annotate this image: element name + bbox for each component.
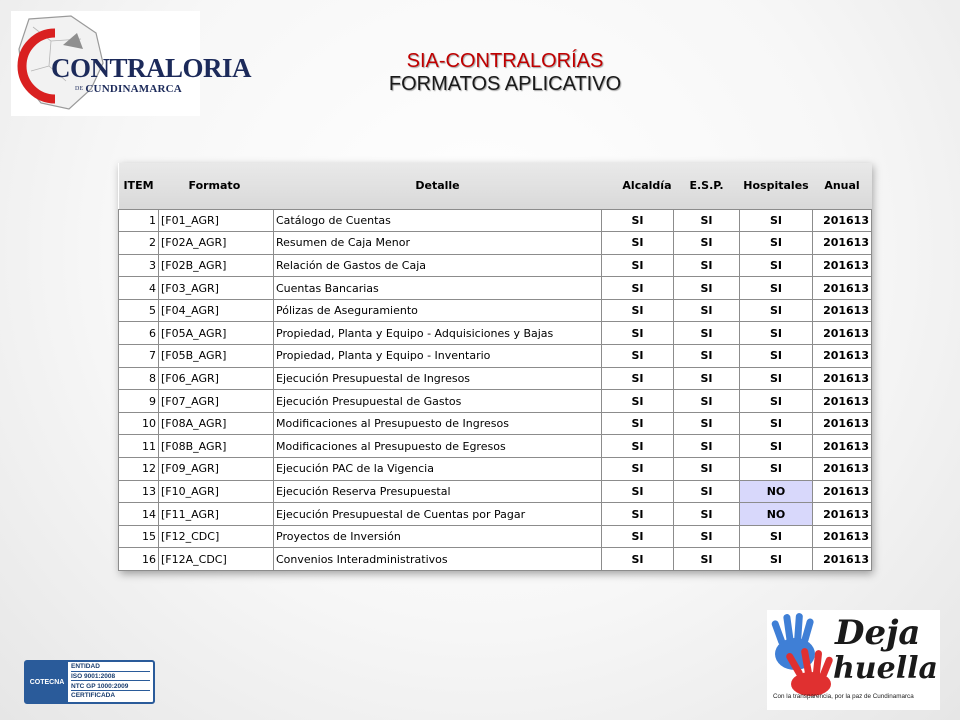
cell-alcaldia: SI (602, 277, 674, 300)
table-row (119, 277, 872, 300)
deja-huella-logo (767, 610, 940, 710)
cell-formato: [F08A_AGR] (159, 412, 274, 435)
cell-alcaldia: SI (602, 503, 674, 526)
table-row (119, 525, 872, 548)
cell-item: 5 (119, 299, 159, 322)
cell-anual: 201613 (813, 299, 872, 322)
cell-anual: 201613 (813, 232, 872, 255)
cell-hospitales: SI (740, 390, 813, 413)
cell-formato: [F12_CDC] (159, 525, 274, 548)
cell-alcaldia: SI (602, 548, 674, 571)
cell-esp: SI (674, 322, 740, 345)
header-hospitales: Hospitales (740, 163, 813, 209)
cell-alcaldia: SI (602, 480, 674, 503)
cell-item: 13 (119, 480, 159, 503)
cell-hospitales: NO (740, 503, 813, 526)
cell-formato: [F05A_AGR] (159, 322, 274, 345)
cotecna-logo: COTECNA (26, 662, 68, 702)
cell-item: 14 (119, 503, 159, 526)
badge-line: ENTIDAD (71, 664, 150, 672)
cell-anual: 201613 (813, 458, 872, 481)
table-row (119, 390, 872, 413)
cell-alcaldia: SI (602, 299, 674, 322)
cell-detalle: Pólizas de Aseguramiento (274, 299, 602, 322)
cell-item: 9 (119, 390, 159, 413)
cell-anual: 201613 (813, 367, 872, 390)
cell-esp: SI (674, 548, 740, 571)
formats-table-container (118, 163, 871, 571)
certification-badge (24, 660, 155, 704)
cell-anual: 201613 (813, 435, 872, 458)
formats-table (118, 163, 872, 571)
cell-hospitales: SI (740, 525, 813, 548)
table-header-row (119, 163, 872, 209)
cell-detalle: Ejecución PAC de la Vigencia (274, 458, 602, 481)
contraloria-logo (11, 11, 252, 116)
table-row (119, 458, 872, 481)
cell-item: 2 (119, 232, 159, 255)
cell-anual: 201613 (813, 322, 872, 345)
cell-hospitales: SI (740, 458, 813, 481)
page-title-block (380, 50, 630, 96)
table-row (119, 209, 872, 232)
cell-formato: [F12A_CDC] (159, 548, 274, 571)
cell-item: 4 (119, 277, 159, 300)
table-row (119, 299, 872, 322)
cell-item: 6 (119, 322, 159, 345)
table-row (119, 367, 872, 390)
cell-esp: SI (674, 299, 740, 322)
cell-hospitales: SI (740, 345, 813, 368)
logo-wordmark: CONTRALORIA (51, 53, 252, 83)
cell-detalle: Cuentas Bancarias (274, 277, 602, 300)
cell-anual: 201613 (813, 254, 872, 277)
cell-hospitales: SI (740, 299, 813, 322)
cell-esp: SI (674, 367, 740, 390)
cell-esp: SI (674, 412, 740, 435)
header-formato: Formato (159, 163, 274, 209)
cell-item: 11 (119, 435, 159, 458)
page-subtitle: FORMATOS APLICATIVO (388, 73, 622, 95)
cell-formato: [F10_AGR] (159, 480, 274, 503)
cell-anual: 201613 (813, 548, 872, 571)
cell-hospitales: SI (740, 412, 813, 435)
logo-word-huella: huella (833, 651, 938, 686)
cell-alcaldia: SI (602, 412, 674, 435)
badge-line: ISO 9001:2008 (71, 674, 150, 682)
cell-hospitales: SI (740, 254, 813, 277)
cell-detalle: Propiedad, Planta y Equipo - Inventario (274, 345, 602, 368)
cell-formato: [F03_AGR] (159, 277, 274, 300)
cell-hospitales: SI (740, 322, 813, 345)
cell-item: 16 (119, 548, 159, 571)
header-anual: Anual (813, 163, 872, 209)
cell-item: 10 (119, 412, 159, 435)
cell-alcaldia: SI (602, 254, 674, 277)
table-body (119, 209, 872, 571)
cell-anual: 201613 (813, 503, 872, 526)
logo-tagline: Con la transparencia, por la paz de Cundinamarca (773, 693, 914, 700)
cell-formato: [F08B_AGR] (159, 435, 274, 458)
cell-hospitales: SI (740, 548, 813, 571)
cell-formato: [F05B_AGR] (159, 345, 274, 368)
cell-anual: 201613 (813, 480, 872, 503)
cell-anual: 201613 (813, 525, 872, 548)
cell-formato: [F06_AGR] (159, 367, 274, 390)
cell-formato: [F07_AGR] (159, 390, 274, 413)
cell-alcaldia: SI (602, 367, 674, 390)
cell-esp: SI (674, 480, 740, 503)
cell-detalle: Ejecución Presupuestal de Ingresos (274, 367, 602, 390)
cell-alcaldia: SI (602, 209, 674, 232)
cell-item: 3 (119, 254, 159, 277)
cell-esp: SI (674, 232, 740, 255)
cell-anual: 201613 (813, 277, 872, 300)
page-title: SIA-CONTRALORÍAS (406, 50, 604, 72)
cell-esp: SI (674, 345, 740, 368)
cell-formato: [F02B_AGR] (159, 254, 274, 277)
cell-detalle: Proyectos de Inversión (274, 525, 602, 548)
table-row (119, 412, 872, 435)
cell-detalle: Modificaciones al Presupuesto de Ingresos (274, 412, 602, 435)
cell-item: 8 (119, 367, 159, 390)
header-item: ITEM (119, 163, 159, 209)
table-row (119, 480, 872, 503)
cell-alcaldia: SI (602, 458, 674, 481)
header-alcaldia: Alcaldía (602, 163, 674, 209)
badge-line: NTC GP 1000:2009 (71, 684, 150, 692)
cell-esp: SI (674, 503, 740, 526)
cell-anual: 201613 (813, 345, 872, 368)
cell-detalle: Resumen de Caja Menor (274, 232, 602, 255)
table-row (119, 254, 872, 277)
cell-item: 1 (119, 209, 159, 232)
cell-esp: SI (674, 277, 740, 300)
header-esp: E.S.P. (674, 163, 740, 209)
cell-esp: SI (674, 390, 740, 413)
badge-line: CERTIFICADA (71, 692, 116, 700)
cell-formato: [F01_AGR] (159, 209, 274, 232)
cell-detalle: Modificaciones al Presupuesto de Egresos (274, 435, 602, 458)
logo-subtitle: DE CUNDINAMARCA (75, 83, 182, 95)
cell-esp: SI (674, 209, 740, 232)
table-row (119, 345, 872, 368)
cell-formato: [F09_AGR] (159, 458, 274, 481)
cell-esp: SI (674, 525, 740, 548)
cell-esp: SI (674, 254, 740, 277)
cell-hospitales: SI (740, 232, 813, 255)
cell-hospitales: SI (740, 277, 813, 300)
table-row (119, 322, 872, 345)
table-row (119, 548, 872, 571)
cell-formato: [F11_AGR] (159, 503, 274, 526)
cell-detalle: Ejecución Reserva Presupuestal (274, 480, 602, 503)
cell-item: 15 (119, 525, 159, 548)
cell-detalle: Relación de Gastos de Caja (274, 254, 602, 277)
cell-esp: SI (674, 435, 740, 458)
cell-alcaldia: SI (602, 322, 674, 345)
cell-hospitales: SI (740, 209, 813, 232)
cell-anual: 201613 (813, 209, 872, 232)
cell-detalle: Propiedad, Planta y Equipo - Adquisiciones y Bajas (274, 322, 602, 345)
cell-detalle: Ejecución Presupuestal de Cuentas por Pagar (274, 503, 602, 526)
cell-esp: SI (674, 458, 740, 481)
cell-formato: [F04_AGR] (159, 299, 274, 322)
cell-alcaldia: SI (602, 435, 674, 458)
cell-detalle: Convenios Interadministrativos (274, 548, 602, 571)
cell-formato: [F02A_AGR] (159, 232, 274, 255)
cell-hospitales: SI (740, 367, 813, 390)
table-row (119, 435, 872, 458)
cell-alcaldia: SI (602, 390, 674, 413)
header-detalle: Detalle (274, 163, 602, 209)
cell-detalle: Catálogo de Cuentas (274, 209, 602, 232)
cell-alcaldia: SI (602, 232, 674, 255)
cell-item: 7 (119, 345, 159, 368)
cell-anual: 201613 (813, 412, 872, 435)
cell-hospitales: NO (740, 480, 813, 503)
cell-alcaldia: SI (602, 525, 674, 548)
cell-detalle: Ejecución Presupuestal de Gastos (274, 390, 602, 413)
cell-anual: 201613 (813, 390, 872, 413)
table-row (119, 232, 872, 255)
table-row (119, 503, 872, 526)
cell-hospitales: SI (740, 435, 813, 458)
cell-item: 12 (119, 458, 159, 481)
logo-word-deja: Deja (835, 613, 921, 653)
cell-alcaldia: SI (602, 345, 674, 368)
